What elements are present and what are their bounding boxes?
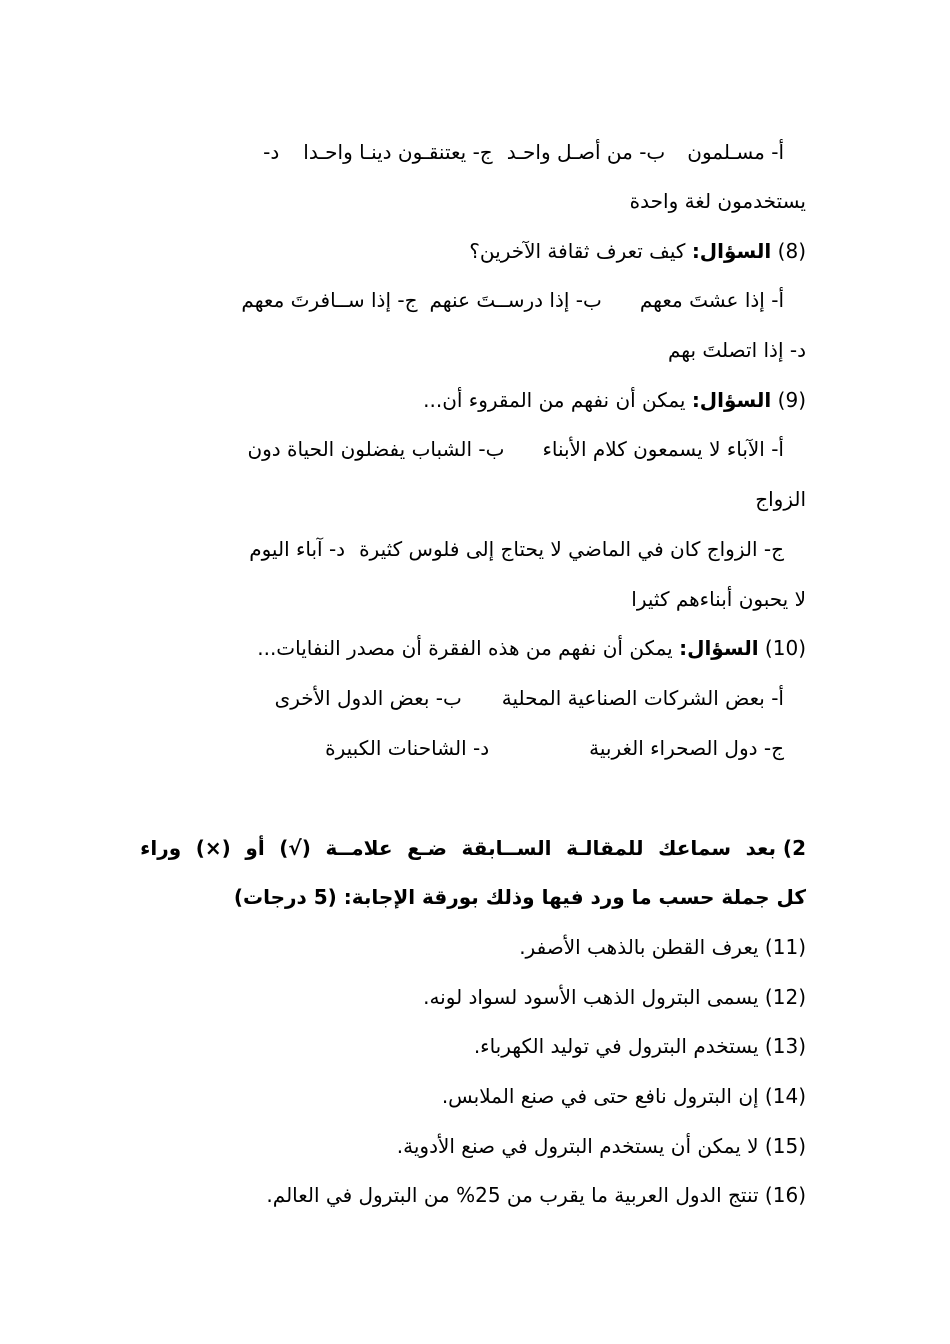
heading-word: أو (245, 836, 265, 860)
q7-options-line2: يستخدمون لغة واحدة (629, 189, 806, 213)
statement-13 (140, 1032, 806, 1060)
statement-text: يعرف القطن بالذهب الأصفر. (519, 935, 759, 959)
statement-15 (140, 1132, 806, 1160)
statement-text: لا يمكن أن يستخدم البترول في صنع الأدوية. (396, 1134, 759, 1158)
q8-option-c: ج- إذا ســافرتَ معهم (241, 288, 418, 312)
statement-number: (12) (764, 985, 806, 1009)
q10-option-d: د- الشاحنات الكبيرة (325, 736, 490, 760)
q9-options-line2: الزواج (755, 487, 806, 511)
q9-options-line4: لا يحبون أبناءهم كثيرا (631, 587, 806, 611)
question-label: السؤال: (679, 636, 759, 660)
q10-options-line2 (140, 734, 806, 762)
question-8 (140, 237, 806, 265)
heading-word: علامــة (325, 836, 393, 860)
statement-text: إن البترول نافع حتى في صنع الملابس. (441, 1084, 759, 1108)
checkmark-symbol: (√) (279, 836, 311, 860)
q8-option-b: ب- إذا درســتَ عنهم (429, 288, 602, 312)
heading-word: سماعك (658, 836, 732, 860)
q8-option-d: د- إذا اتصلتَ بهم (667, 338, 806, 362)
q7-option-b: ب- من أصـل واحـد (506, 140, 666, 164)
q8-option-a: أ- إذا عشتَ معهم (639, 288, 784, 312)
question-9 (140, 386, 806, 414)
statement-11 (140, 933, 806, 961)
question-text: كيف تعرف ثقافة الآخرين؟ (469, 239, 686, 263)
question-text: يمكن أن نفهم من المقروء أن... (423, 388, 686, 412)
q10-options-line1 (140, 684, 806, 712)
question-number: (8) (777, 239, 806, 263)
statement-text: يستخدم البترول في توليد الكهرباء. (473, 1034, 759, 1058)
q7-option-a: أ- مسـلمون (687, 140, 784, 164)
statement-text: تنتج الدول العربية ما يقرب من 25% من البترول في العالم. (266, 1183, 759, 1207)
heading-word: للمقالـة (566, 836, 644, 860)
q7-option-d: د- (263, 140, 280, 164)
q9-option-b: ب- الشباب يفضلون الحياة دون (247, 437, 505, 461)
question-number: (9) (777, 388, 806, 412)
q9-option-a: أ- الآباء لا يسمعون كلام الأبناء (542, 437, 784, 461)
question-number: (10) (764, 636, 806, 660)
question-label: السؤال: (691, 239, 772, 263)
heading-word: 2) بعد (745, 836, 806, 860)
heading-word: الســابقة (461, 836, 552, 860)
statement-number: (11) (764, 935, 806, 959)
q9-options-line1 (140, 435, 806, 463)
q10-option-b: ب- بعض الدول الأخرى (274, 686, 462, 710)
statement-number: (13) (764, 1034, 806, 1058)
heading-word: ضـع (407, 836, 447, 860)
question-text: يمكن أن نفهم من هذه الفقرة أن مصدر النفايات... (257, 636, 673, 660)
q10-option-a: أ- بعض الشركات الصناعية المحلية (501, 686, 784, 710)
q9-option-c: ج- الزواج كان في الماضي لا يحتاج إلى فلوس كثيرة (359, 537, 784, 561)
statement-number: (14) (764, 1084, 806, 1108)
question-label: السؤال: (691, 388, 772, 412)
statement-14 (140, 1082, 806, 1110)
q10-option-c: ج- دول الصحراء الغربية (589, 736, 784, 760)
statement-16 (140, 1181, 806, 1209)
statement-text: يسمى البترول الذهب الأسود لسواد لونه. (423, 985, 759, 1009)
question-10 (140, 634, 806, 662)
q7-options-line1 (140, 138, 806, 166)
section-2-heading-line1 (140, 834, 806, 862)
statement-12 (140, 983, 806, 1011)
statement-number: (16) (764, 1183, 806, 1207)
statement-number: (15) (764, 1134, 806, 1158)
section-2-heading-line2: كل جملة حسب ما ورد فيها وذلك بورقة الإجابة: (5 درجات) (233, 885, 806, 909)
cross-symbol: (×) (195, 836, 231, 860)
q7-option-c: ج- يعتنقـون دينـا واحـدا (303, 140, 493, 164)
heading-word: وراء (140, 836, 182, 860)
q9-option-d: د- آباء اليوم (249, 537, 346, 561)
q9-options-line3 (140, 535, 806, 563)
q8-options-line1 (140, 286, 806, 314)
